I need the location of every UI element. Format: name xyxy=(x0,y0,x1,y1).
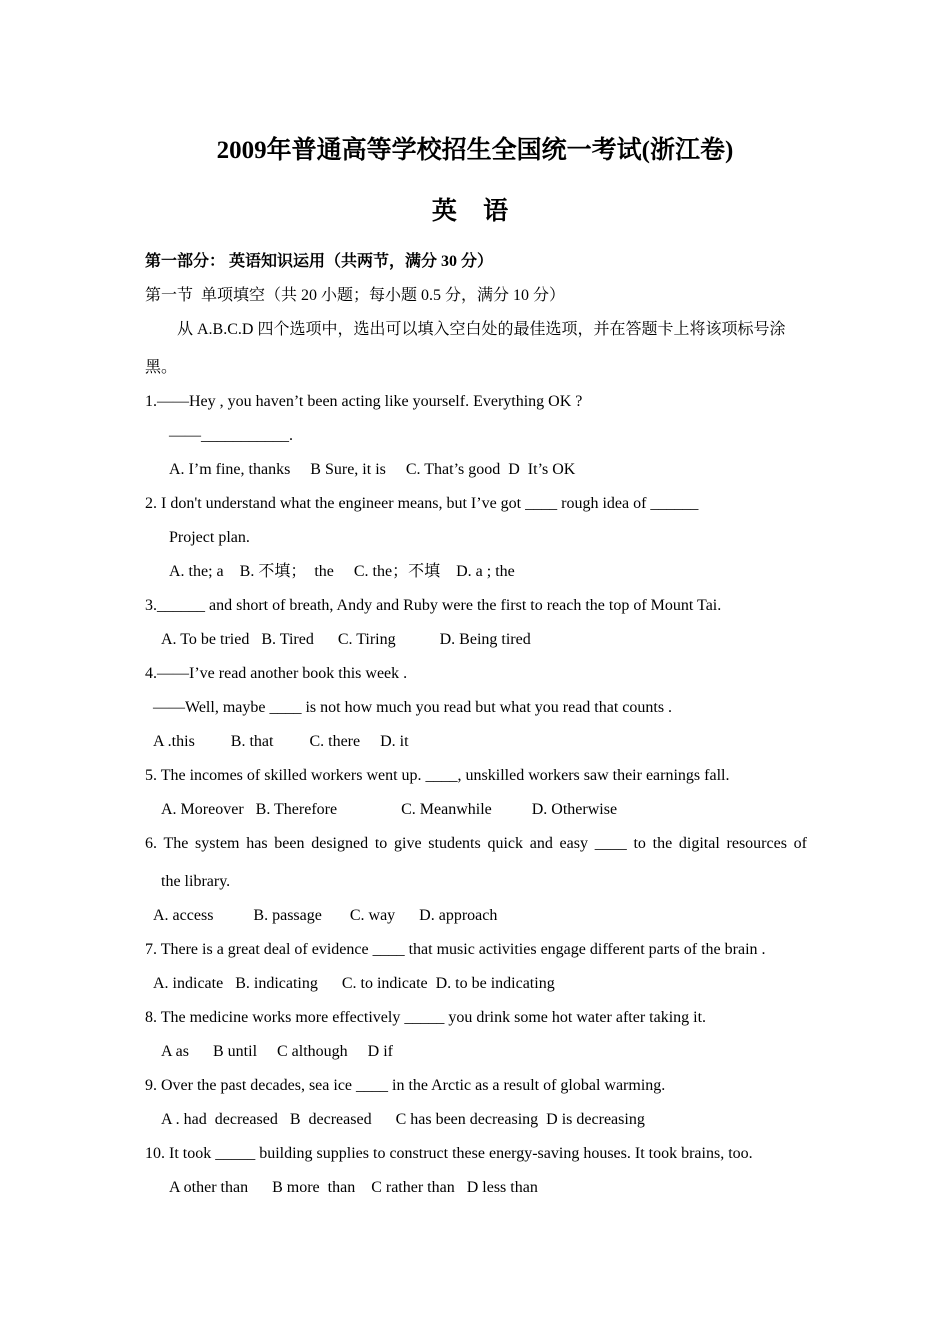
question-2: 2. I don't understand what the engineer means, but I’ve got ____ rough idea of ______ xyxy=(145,495,699,512)
instruction-line-1: 从 A.B.C.D 四个选项中，选出可以填入空白处的最佳选项，并在答题卡上将该项标号涂 xyxy=(177,321,786,338)
question-5-options: A. Moreover B. Therefore C. Meanwhile D. Otherwise xyxy=(161,801,618,818)
question-2-continuation: Project plan. xyxy=(169,529,250,546)
section-heading: 第一节 单项填空（共 20 小题；每小题 0.5 分，满分 10 分） xyxy=(145,287,566,304)
question-7: 7. There is a great deal of evidence ____ that music activities engage different parts of the brain . xyxy=(145,941,766,958)
question-8: 8. The medicine works more effectively _____ you drink some hot water after taking it. xyxy=(145,1009,707,1026)
question-6-continuation: the library. xyxy=(161,873,231,890)
question-1-reply: ——___________. xyxy=(169,427,293,444)
question-3: 3.______ and short of breath, Andy and Ruby were the first to reach the top of Mount Tai. xyxy=(145,597,722,614)
question-3-options: A. To be tried B. Tired C. Tiring D. Being tired xyxy=(161,631,531,648)
subject-heading: 英 语 xyxy=(431,198,519,225)
question-9: 9. Over the past decades, sea ice ____ in the Arctic as a result of global warming. xyxy=(145,1077,666,1094)
part-heading: 第一部分： 英语知识运用（共两节，满分 30 分） xyxy=(145,253,494,270)
question-6-options: A. access B. passage C. way D. approach xyxy=(153,907,498,924)
question-2-options: A. the; a B. 不填； the C. the；不填 D. a ; the xyxy=(169,563,515,580)
question-5: 5. The incomes of skilled workers went up. ____, unskilled workers saw their earnings fall. xyxy=(145,767,730,784)
page-title: 2009年普通高等学校招生全国统一考试(浙江卷) xyxy=(216,137,734,164)
question-1: 1.——Hey , you haven’t been acting like yourself. Everything OK ? xyxy=(145,393,583,410)
instruction-line-2: 黑。 xyxy=(145,359,178,376)
question-10-options: A other than B more than C rather than D less than xyxy=(169,1179,538,1196)
question-1-options: A. I’m fine, thanks B Sure, it is C. That’s good D It’s OK xyxy=(169,461,576,478)
question-6: 6. The system has been designed to give students quick and easy ____ to the digital resources of xyxy=(145,835,807,852)
question-4-options: A .this B. that C. there D. it xyxy=(153,733,409,750)
question-8-options: A as B until C although D if xyxy=(161,1043,393,1060)
question-10: 10. It took _____ building supplies to construct these energy-saving houses. It took brains, too. xyxy=(145,1145,753,1162)
question-7-options: A. indicate B. indicating C. to indicate D. to be indicating xyxy=(153,975,555,992)
question-4-reply: ——Well, maybe ____ is not how much you read but what you read that counts . xyxy=(153,699,673,716)
question-4: 4.——I’ve read another book this week . xyxy=(145,665,408,682)
question-9-options: A . had decreased B decreased C has been decreasing D is decreasing xyxy=(161,1111,645,1128)
